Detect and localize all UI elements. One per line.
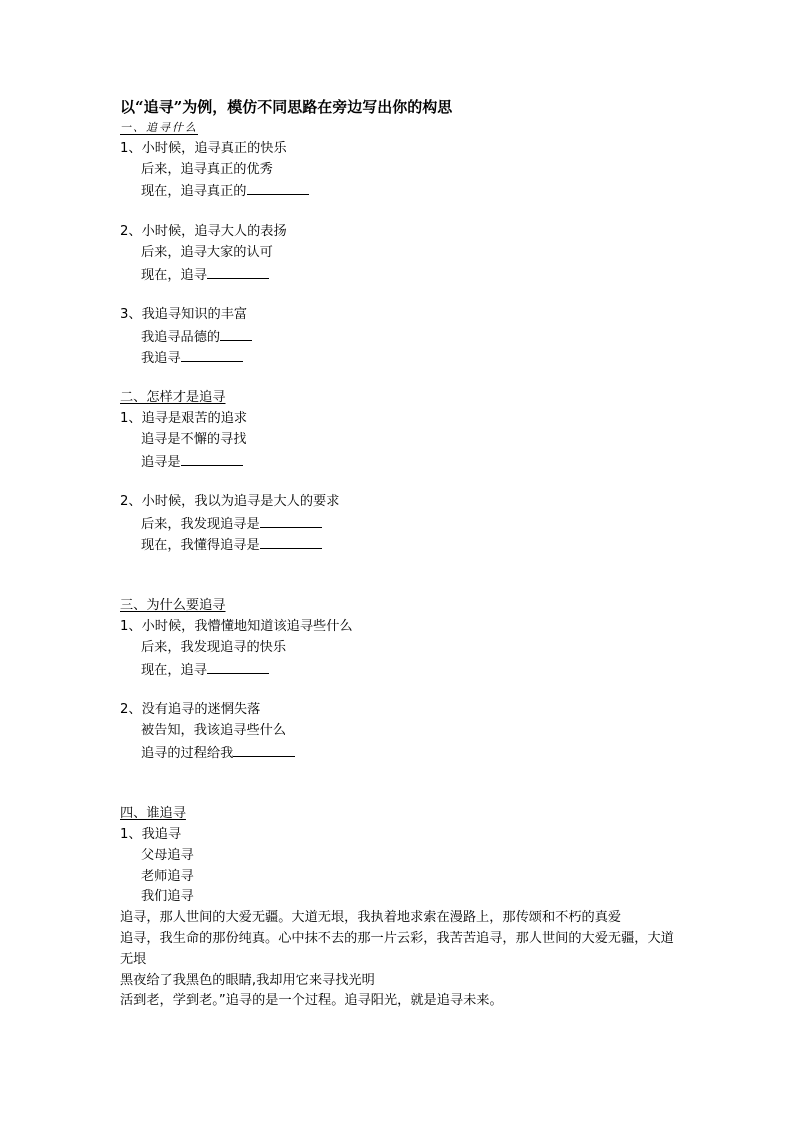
paragraph: 追寻，那人世间的大爱无疆。大道无垠，我执着地求索在漫路上，那传颂和不朽的真爱 [120,910,622,926]
paragraph: 黑夜给了我黑色的眼睛,我却用它来寻找光明 [120,972,375,988]
fill-in-blank[interactable] [207,659,269,674]
fill-in-blank[interactable] [260,534,322,549]
section-heading-why: 三、为什么要追寻 [120,598,226,614]
fill-in-blank[interactable] [233,742,295,757]
fill-in-blank[interactable] [181,347,243,362]
list-item: 老师追寻 [141,868,194,884]
list-item: 追寻是 [120,451,720,472]
list-item: 2、没有追寻的迷惘失落 [120,702,261,718]
list-item: 后来，我发现追寻的快乐 [141,639,287,655]
list-item: 1、小时候，我懵懂地知道该追寻些什么 [120,619,353,635]
list-item: 2、小时候，我以为追寻是大人的要求 [120,494,340,510]
section-heading-how: 二、怎样才是追寻 [120,390,226,406]
list-item: 我追寻 [120,347,720,368]
list-item: 父母追寻 [141,847,194,863]
list-item: 现在，追寻真正的 [120,180,720,201]
list-item: 追寻是不懈的寻找 [141,431,247,447]
section-heading-what: 一、追寻什么 [120,121,198,134]
paragraph: 活到老，学到老。”追寻的是一个过程。追寻阳光，就是追寻未来。 [120,993,503,1009]
list-item: 现在，追寻 [120,264,720,285]
list-item: 2、小时候，追寻大人的表扬 [120,223,287,239]
list-item: 现在，我懂得追寻是 [120,534,720,555]
fill-in-blank[interactable] [220,326,252,341]
list-item: 1、小时候，追寻真正的快乐 [120,140,287,156]
paragraph: 追寻，我生命的那份纯真。心中抹不去的那一片云彩，我苦苦追寻，那人世间的大爱无疆，大道无垠 [120,931,674,967]
list-item: 我追寻品德的 [120,326,720,347]
list-item: 后来，追寻真正的优秀 [141,161,273,177]
list-item: 我们追寻 [141,889,194,905]
list-item: 1、我追寻 [120,827,182,843]
worksheet-page [120,96,720,1012]
list-item: 现在，追寻 [120,659,720,680]
fill-in-blank[interactable] [181,451,243,466]
fill-in-blank[interactable] [260,513,322,528]
list-item: 1、追寻是艰苦的追求 [120,411,248,427]
list-item: 后来，我发现追寻是 [120,513,720,534]
section-heading-who: 四、谁追寻 [120,806,186,822]
list-item: 3、我追寻知识的丰富 [120,307,248,323]
list-item: 追寻的过程给我 [120,742,720,763]
list-item: 后来，追寻大家的认可 [141,244,273,260]
worksheet-title: 以“追寻”为例，模仿不同思路在旁边写出你的构思 [120,98,453,116]
fill-in-blank[interactable] [247,180,309,195]
list-item: 被告知，我该追寻些什么 [141,723,287,739]
fill-in-blank[interactable] [207,264,269,279]
